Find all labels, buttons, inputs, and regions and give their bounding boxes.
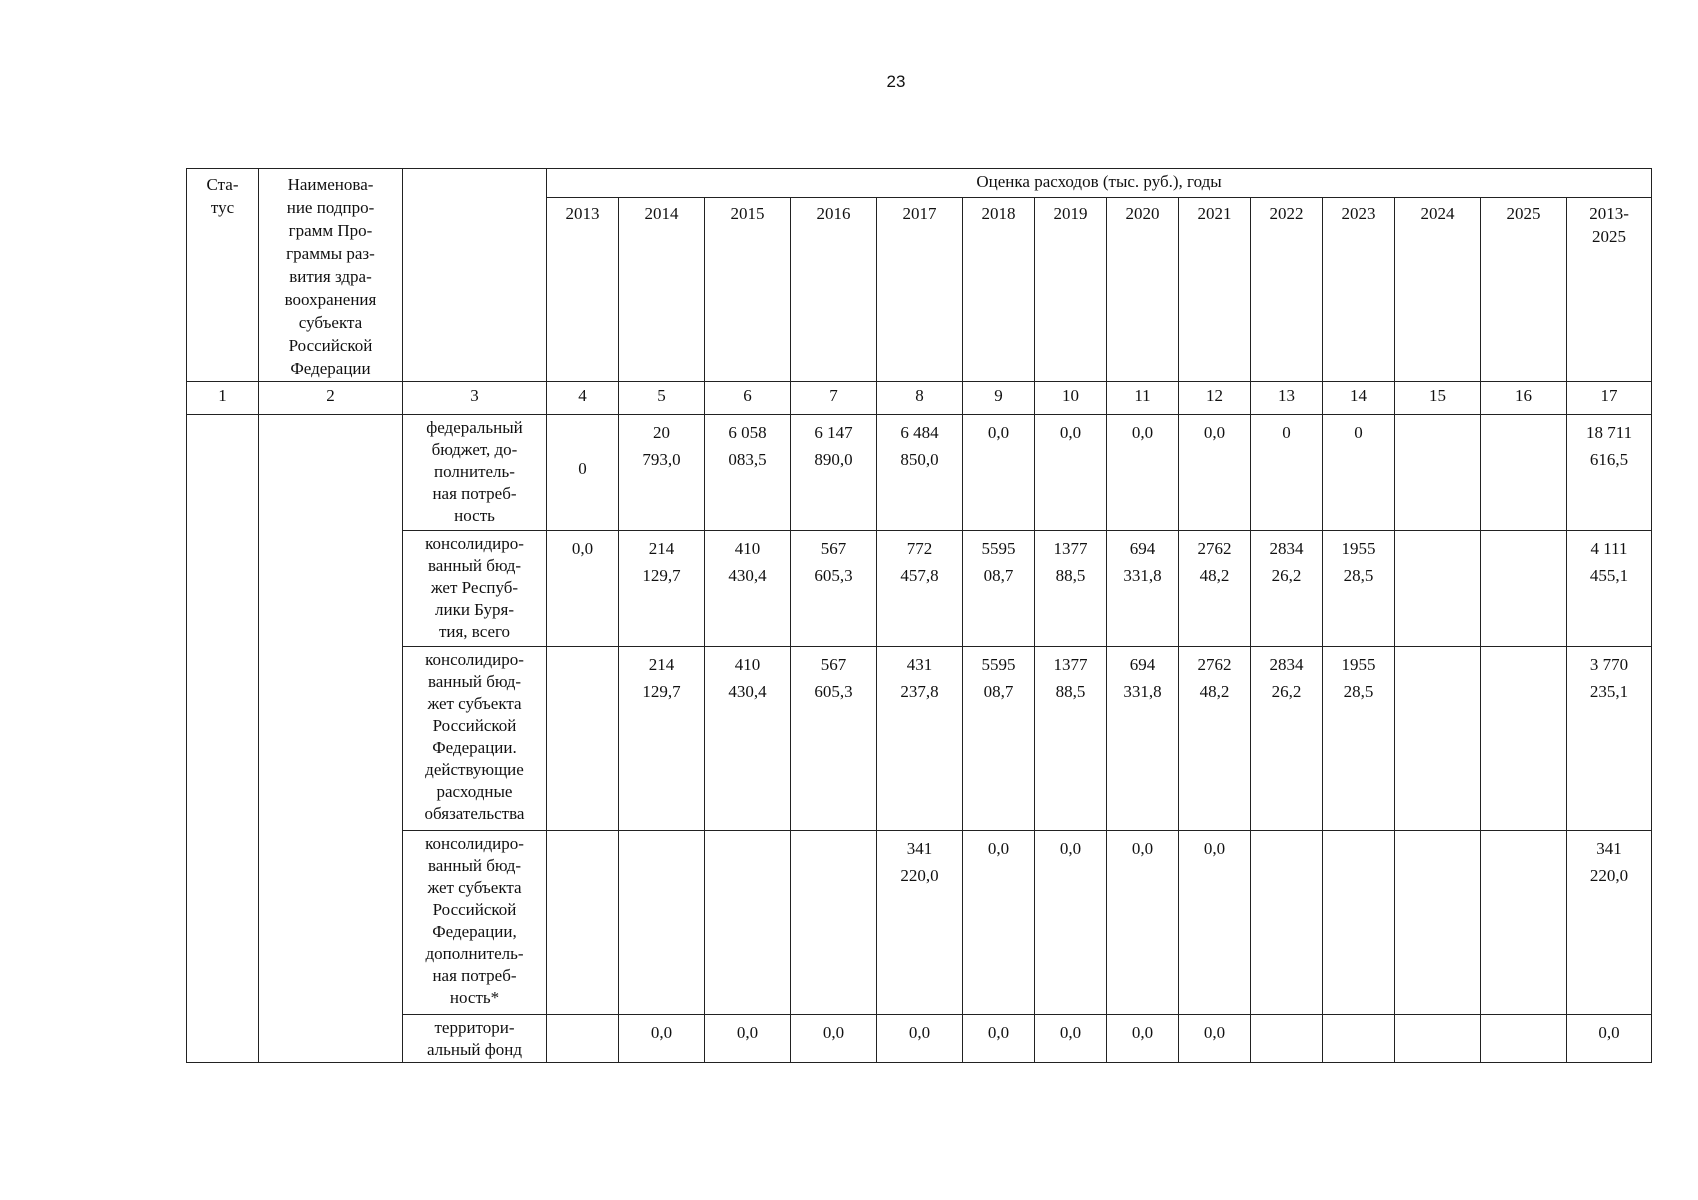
column-number: 14: [1323, 382, 1395, 415]
value-cell: [1481, 531, 1567, 647]
column-number: 10: [1035, 382, 1107, 415]
header-year: 2020: [1107, 198, 1179, 382]
value-cell: 0,0: [1035, 415, 1107, 531]
funding-source: территори- альный фонд: [403, 1015, 547, 1063]
value-cell: [619, 831, 705, 1015]
header-status: Ста- тус: [187, 169, 259, 382]
column-number: 5: [619, 382, 705, 415]
column-number: 16: [1481, 382, 1567, 415]
value-cell: 0,0: [1107, 1015, 1179, 1063]
value-cell: [1395, 1015, 1481, 1063]
value-cell: [1251, 1015, 1323, 1063]
value-cell: [547, 831, 619, 1015]
value-cell: [705, 831, 791, 1015]
value-cell: 431 237,8: [877, 647, 963, 831]
value-cell: 772 457,8: [877, 531, 963, 647]
value-cell: [1481, 831, 1567, 1015]
value-cell: [1323, 1015, 1395, 1063]
header-year: 2015: [705, 198, 791, 382]
value-cell: 567 605,3: [791, 531, 877, 647]
table-row: [187, 1015, 1652, 1063]
column-number: 8: [877, 382, 963, 415]
value-cell: 5595 08,7: [963, 531, 1035, 647]
page-number: 23: [886, 72, 906, 91]
value-cell: 2762 48,2: [1179, 531, 1251, 647]
column-number: 3: [403, 382, 547, 415]
header-expenses-title: Оценка расходов (тыс. руб.), годы: [547, 169, 1652, 198]
value-cell: 0,0: [1179, 831, 1251, 1015]
budget-table: [186, 168, 1652, 1063]
value-cell: 0,0: [963, 831, 1035, 1015]
value-cell: 2834 26,2: [1251, 647, 1323, 831]
table-row: [187, 531, 1652, 647]
value-cell: 1955 28,5: [1323, 647, 1395, 831]
value-cell: [1395, 415, 1481, 531]
header-title-row: [187, 169, 1652, 198]
value-cell: 0,0: [705, 1015, 791, 1063]
value-cell: [1395, 831, 1481, 1015]
value-cell: 214 129,7: [619, 647, 705, 831]
header-year: 2013: [547, 198, 619, 382]
funding-source: консолидиро- ванный бюд- жет субъекта Российской Федерации, дополнитель- ная потреб- ность*: [403, 831, 547, 1015]
header-year: 2025: [1481, 198, 1567, 382]
column-number: 15: [1395, 382, 1481, 415]
value-cell: 0,0: [1567, 1015, 1652, 1063]
value-cell: 0,0: [877, 1015, 963, 1063]
value-cell: 214 129,7: [619, 531, 705, 647]
value-cell: 4 111 455,1: [1567, 531, 1652, 647]
value-cell: [1395, 531, 1481, 647]
column-number: 11: [1107, 382, 1179, 415]
value-cell: [1481, 1015, 1567, 1063]
value-cell: [1395, 647, 1481, 831]
value-cell: 0: [547, 415, 619, 531]
value-cell: [1251, 831, 1323, 1015]
table-row: [187, 415, 1652, 531]
header-year: 2017: [877, 198, 963, 382]
column-number: 6: [705, 382, 791, 415]
column-number: 4: [547, 382, 619, 415]
value-cell: 0,0: [1035, 1015, 1107, 1063]
column-number: 1: [187, 382, 259, 415]
value-cell: 0,0: [791, 1015, 877, 1063]
value-cell: 20 793,0: [619, 415, 705, 531]
value-cell: 567 605,3: [791, 647, 877, 831]
value-cell: 0,0: [1107, 831, 1179, 1015]
value-cell: 6 147 890,0: [791, 415, 877, 531]
value-cell: 1377 88,5: [1035, 531, 1107, 647]
value-cell: 1955 28,5: [1323, 531, 1395, 647]
column-numbers-row: [187, 382, 1652, 415]
value-cell: 410 430,4: [705, 647, 791, 831]
column-number: 9: [963, 382, 1035, 415]
value-cell: [1481, 415, 1567, 531]
value-cell: 410 430,4: [705, 531, 791, 647]
value-cell: 341 220,0: [1567, 831, 1652, 1015]
value-cell: 0,0: [963, 415, 1035, 531]
header-subprogram-name: Наименова- ние подпро- грамм Про- граммы раз- вития здра- воохранения субъекта Российской Федерации: [259, 169, 403, 382]
value-cell: 0: [1323, 415, 1395, 531]
subprogram-name-cell: [259, 415, 403, 1063]
value-cell: 341 220,0: [877, 831, 963, 1015]
value-cell: 18 711 616,5: [1567, 415, 1652, 531]
column-number: 2: [259, 382, 403, 415]
header-year: 2018: [963, 198, 1035, 382]
value-cell: [547, 1015, 619, 1063]
value-cell: [1481, 647, 1567, 831]
header-year: 2021: [1179, 198, 1251, 382]
status-cell: [187, 415, 259, 1063]
value-cell: 1377 88,5: [1035, 647, 1107, 831]
funding-source: консолидиро- ванный бюд- жет субъекта Российской Федерации. действующие расходные обязательства: [403, 647, 547, 831]
header-source: [403, 169, 547, 382]
column-number: 7: [791, 382, 877, 415]
value-cell: [791, 831, 877, 1015]
funding-source: консолидиро- ванный бюд- жет Респуб- лики Буря- тия, всего: [403, 531, 547, 647]
header-year: 2013- 2025: [1567, 198, 1652, 382]
value-cell: 6 058 083,5: [705, 415, 791, 531]
header-year: 2024: [1395, 198, 1481, 382]
value-cell: 2834 26,2: [1251, 531, 1323, 647]
value-cell: 0,0: [619, 1015, 705, 1063]
value-cell: 5595 08,7: [963, 647, 1035, 831]
value-cell: 0,0: [1179, 415, 1251, 531]
value-cell: 2762 48,2: [1179, 647, 1251, 831]
value-cell: 6 484 850,0: [877, 415, 963, 531]
value-cell: 0,0: [1035, 831, 1107, 1015]
value-cell: [547, 647, 619, 831]
table-row: [187, 831, 1652, 1015]
header-year: 2023: [1323, 198, 1395, 382]
table-row: [187, 647, 1652, 831]
value-cell: 694 331,8: [1107, 531, 1179, 647]
funding-source: федеральный бюджет, до- полнитель- ная потреб- ность: [403, 415, 547, 531]
column-number: 13: [1251, 382, 1323, 415]
header-year: 2019: [1035, 198, 1107, 382]
value-cell: 694 331,8: [1107, 647, 1179, 831]
header-year: 2022: [1251, 198, 1323, 382]
value-cell: 0,0: [1179, 1015, 1251, 1063]
column-number: 17: [1567, 382, 1652, 415]
header-year: 2014: [619, 198, 705, 382]
value-cell: 0: [1251, 415, 1323, 531]
value-cell: [1323, 831, 1395, 1015]
header-year: 2016: [791, 198, 877, 382]
value-cell: 0,0: [547, 531, 619, 647]
column-number: 12: [1179, 382, 1251, 415]
value-cell: 0,0: [963, 1015, 1035, 1063]
value-cell: 3 770 235,1: [1567, 647, 1652, 831]
value-cell: 0,0: [1107, 415, 1179, 531]
